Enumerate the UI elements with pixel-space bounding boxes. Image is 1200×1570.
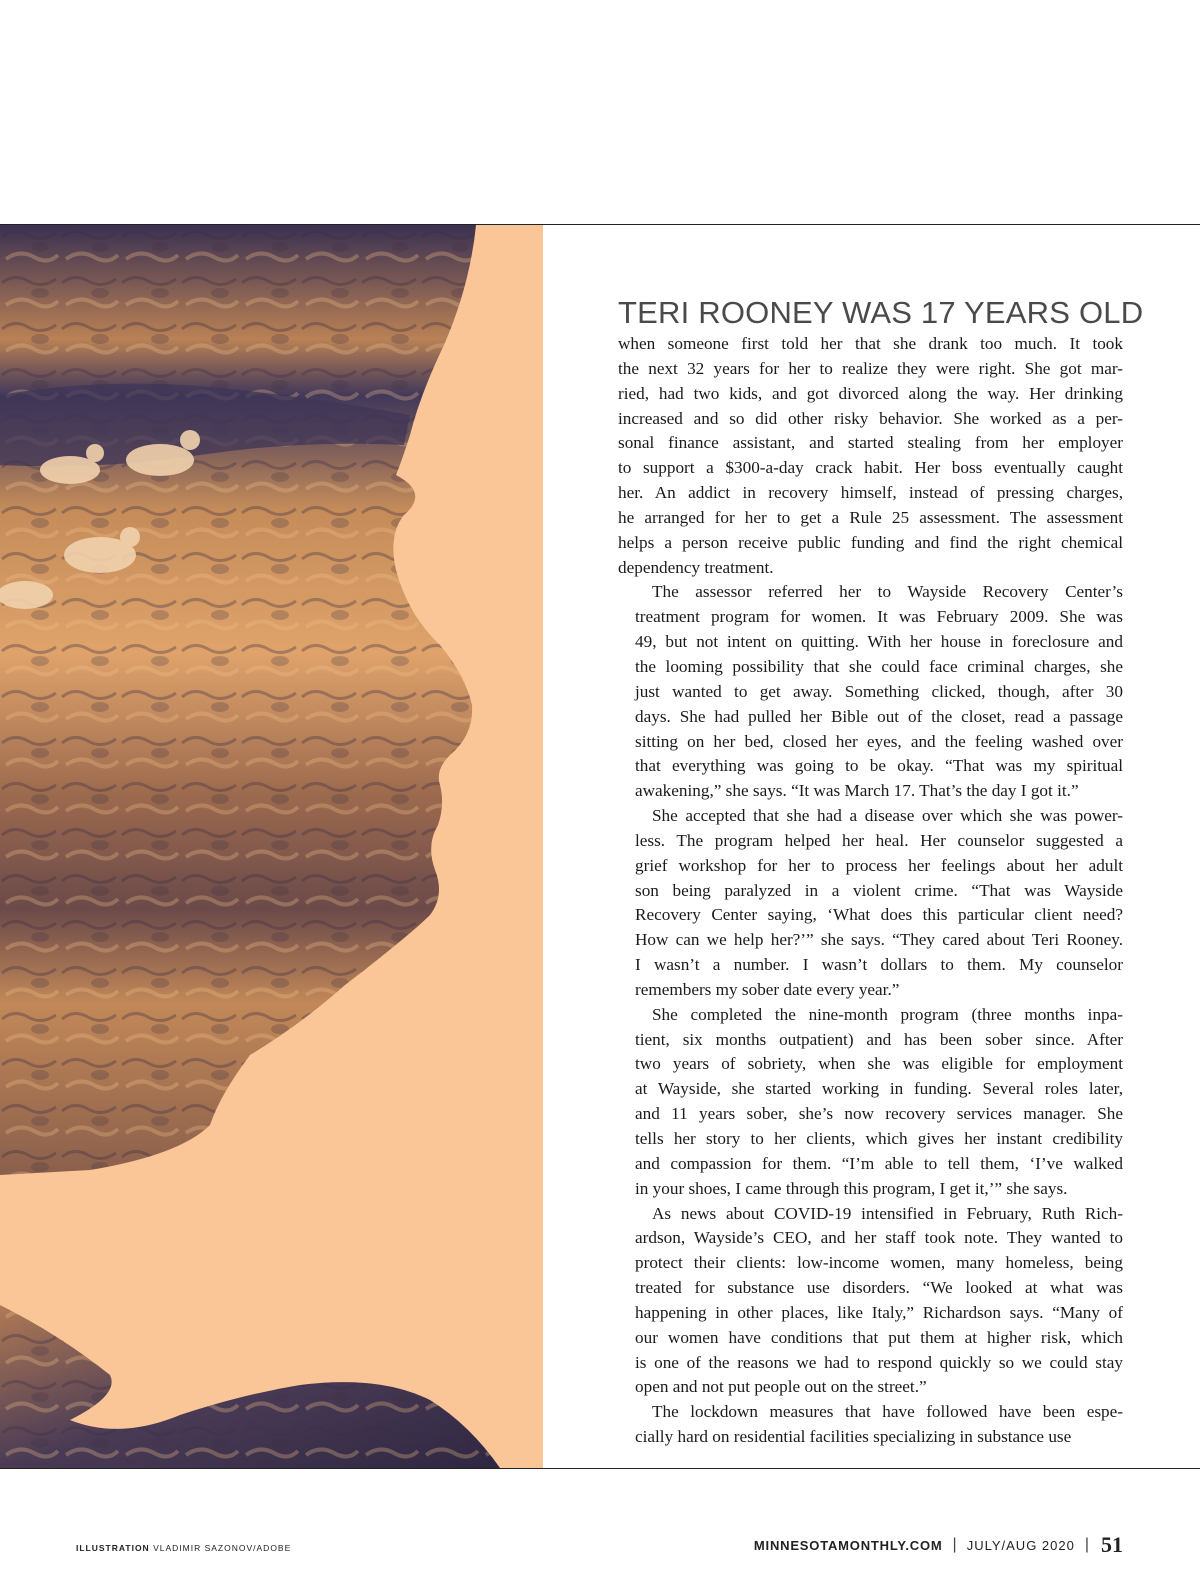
paragraph-line: happening in other places, like Italy,” Richardson says. “Many of <box>635 1302 1123 1322</box>
double-exposure-profile-image <box>0 225 543 1468</box>
article-paragraph <box>618 332 1123 580</box>
article-paragraph <box>618 1202 1123 1401</box>
article-body <box>618 332 1123 1450</box>
paragraph-line: helps a person receive public funding and find the right chemical <box>618 532 1123 552</box>
paragraph-line: ried, had two kids, and got divorced along the way. Her drinking <box>618 383 1123 403</box>
paragraph-line: cially hard on residential facilities specializing in substance use <box>635 1427 1072 1447</box>
paragraph-line: remembers my sober date every year.” <box>635 979 900 999</box>
paragraph-line: How can we help her?’” she says. “They cared about Teri Rooney. <box>635 930 1123 950</box>
bottom-rule <box>0 1468 1200 1469</box>
paragraph-line: our women have conditions that put them at higher risk, which <box>635 1327 1123 1347</box>
article-paragraph <box>618 1400 1123 1450</box>
paragraph-line: tells her story to her clients, which gives her instant credibility <box>635 1129 1123 1148</box>
paragraph-line: sonal finance assistant, and started stealing from her employer <box>618 433 1123 453</box>
illustration-credit <box>76 1543 291 1553</box>
paragraph-line: sitting on her bed, closed her eyes, and the feeling washed over <box>635 731 1123 751</box>
article-paragraph <box>618 580 1123 804</box>
paragraph-line: The lockdown measures that have followed have been espe- <box>652 1402 1123 1422</box>
paragraph-line: the next 32 years for her to realize they were right. She got mar- <box>618 358 1123 378</box>
paragraph-line: I wasn’t a number. I wasn’t dollars to them. My counselor <box>635 955 1123 975</box>
paragraph-line: that everything was going to be okay. “That was my spiritual <box>635 756 1123 776</box>
article-headline: TERI ROONEY WAS 17 YEARS OLD <box>618 295 1144 330</box>
paragraph-line: She completed the nine-month program (three months inpa- <box>652 1004 1123 1024</box>
footer-separator-2: | <box>1084 1536 1089 1553</box>
article-column <box>618 295 1144 1450</box>
paragraph-line: is one of the reasons we had to respond quickly so we could stay <box>635 1352 1123 1372</box>
paragraph-line: Recovery Center saying, ‘What does this particular client need? <box>635 905 1123 925</box>
paragraph-line: grief workshop for her to process her feelings about her adult <box>635 855 1123 875</box>
paragraph-line: just wanted to get away. Something clicked, though, after 30 <box>635 681 1123 701</box>
paragraph-line: ardson, Wayside’s CEO, and her staff took note. They wanted to <box>635 1228 1123 1248</box>
profile-illustration <box>0 225 543 1468</box>
credit-name: VLADIMIR SAZONOV/ADOBE <box>153 1543 292 1553</box>
article-paragraph <box>618 804 1123 1003</box>
paragraph-line: to support a $300-a-day crack habit. Her boss eventually caught <box>618 458 1123 478</box>
paragraph-line: She accepted that she had a disease over which she was power- <box>652 806 1123 826</box>
paragraph-line: less. The program helped her heal. Her counselor suggested a <box>635 830 1123 850</box>
paragraph-line: The assessor referred her to Wayside Recovery Center’s <box>652 582 1123 602</box>
page-number: 51 <box>1101 1532 1123 1557</box>
paragraph-line: days. She had pulled her Bible out of the closet, read a passage <box>635 706 1123 726</box>
site-url[interactable]: MINNESOTAMONTHLY.COM <box>753 1537 943 1553</box>
paragraph-line: and compassion for them. “I’m able to tell them, ‘I’ve walked <box>635 1153 1123 1173</box>
paragraph-line: tient, six months outpatient) and has been sober since. After <box>635 1029 1123 1049</box>
paragraph-line: and 11 years sober, she’s now recovery services manager. She <box>635 1104 1123 1124</box>
issue-date: JULY/AUG 2020 <box>966 1537 1075 1553</box>
paragraph-line: son being paralyzed in a violent crime. “That was Wayside <box>635 880 1123 900</box>
paragraph-line: when someone first told her that she drank too much. It took <box>618 334 1123 353</box>
paragraph-line: treatment program for women. It was February 2009. She was <box>635 607 1123 627</box>
paragraph-line: treated for substance use disorders. “We looked at what was <box>635 1278 1123 1298</box>
article-paragraph <box>618 1003 1123 1202</box>
paragraph-line: increased and so did other risky behavior. She worked as a per- <box>618 408 1123 428</box>
paragraph-line: two years of sobriety, when she was eligible for employment <box>635 1054 1123 1074</box>
footer-separator-1: | <box>952 1536 957 1553</box>
paragraph-line: As news about COVID-19 intensified in February, Ruth Rich- <box>652 1203 1123 1223</box>
page-footer <box>754 1532 1123 1558</box>
paragraph-line: 49, but not intent on quitting. With her house in foreclosure and <box>635 632 1123 652</box>
paragraph-line: open and not put people out on the street.” <box>635 1377 927 1397</box>
paragraph-line: at Wayside, she started working in funding. Several roles later, <box>635 1079 1123 1099</box>
paragraph-line: dependency treatment. <box>618 557 774 577</box>
paragraph-line: the looming possibility that she could face criminal charges, she <box>635 656 1123 676</box>
paragraph-line: protect their clients: low-income women, many homeless, being <box>635 1253 1123 1273</box>
paragraph-line: in your shoes, I came through this program, I get it,’” she says. <box>635 1178 1068 1198</box>
paragraph-line: he arranged for her to get a Rule 25 assessment. The assessment <box>618 507 1123 527</box>
credit-label: ILLUSTRATION <box>76 1543 150 1553</box>
paragraph-line: awakening,” she says. “It was March 17. That’s the day I got it.” <box>635 781 1079 801</box>
paragraph-line: her. An addict in recovery himself, instead of pressing charges, <box>618 483 1123 503</box>
